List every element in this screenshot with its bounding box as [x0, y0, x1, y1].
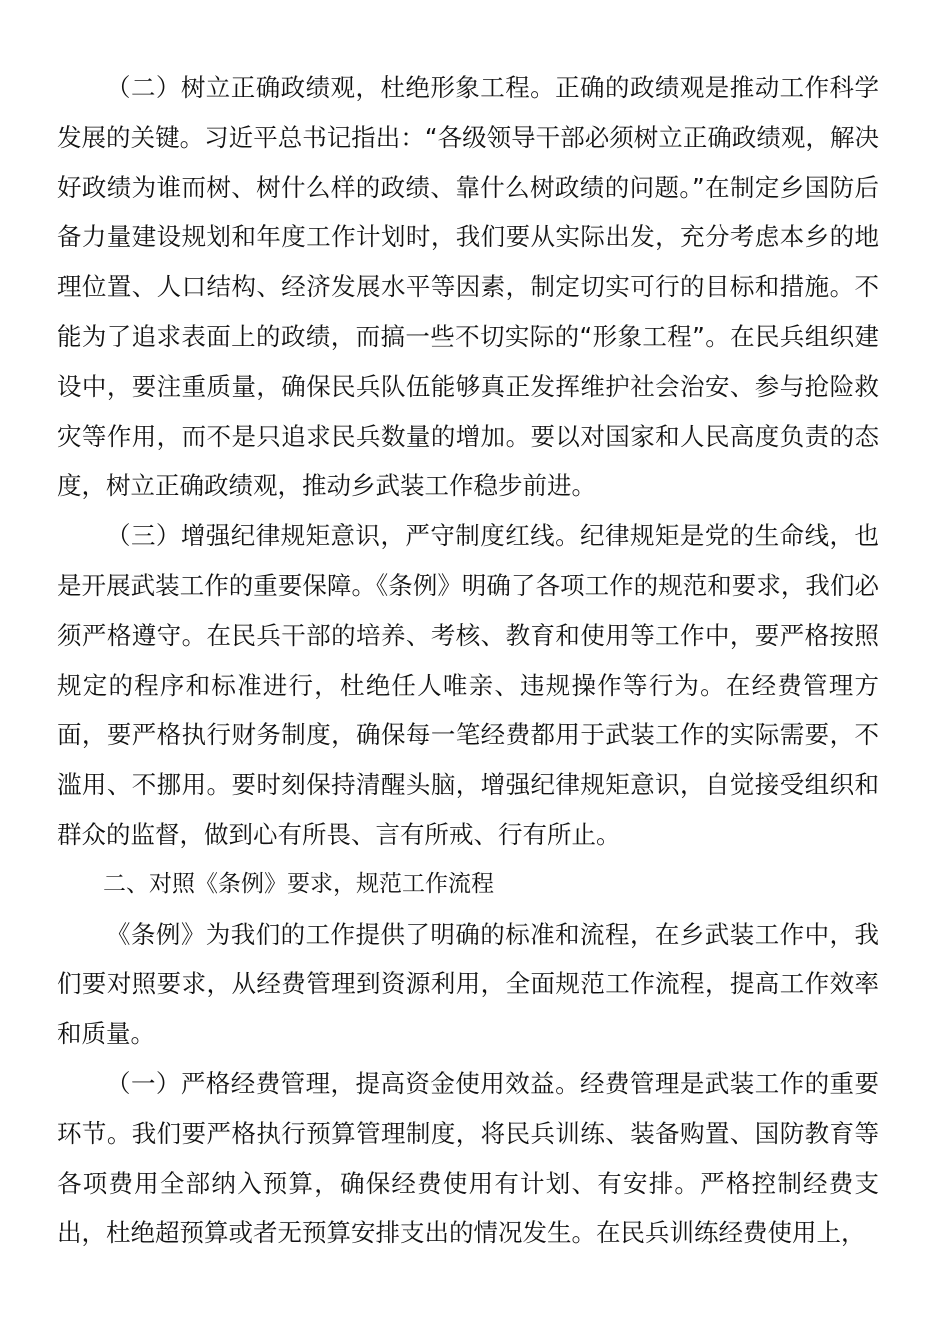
document-body — [57, 63, 879, 1258]
paragraph-fund-management: （一）严格经费管理，提高资金使用效益。经费管理是武装工作的重要环节。我们要严格执行预算管理制度，将民兵训练、装备购置、国防教育等各项费用全部纳入预算，确保经费使用有计划、有安排。严格控制经费支出，杜绝超预算或者无预算安排支出的情况发生。在民兵训练经费使用上， — [57, 1068, 879, 1248]
paragraph-discipline-awareness: （三）增强纪律规矩意识，严守制度红线。纪律规矩是党的生命线，也是开展武装工作的重要保障。《条例》明确了各项工作的规范和要求，我们必须严格遵守。在民兵干部的培养、考核、教育和使用等工作中，要严格按照规定的程序和标准进行，杜绝任人唯亲、违规操作等行为。在经费管理方面，要严格执行财务制度，确保每一笔经费都用于武装工作的实际需要，不滥用、不挪用。要时刻保持清醒头脑，增强纪律规矩意识，自觉接受组织和群众的监督，做到心有所畏、言有所戒、行有所止。 — [57, 521, 879, 849]
paragraph-regulation-intro: 《条例》为我们的工作提供了明确的标准和流程，在乡武装工作中，我们要对照要求，从经费管理到资源利用，全面规范工作流程，提高工作效率和质量。 — [57, 919, 879, 1049]
paragraph-establish-correct-view: （二）树立正确政绩观，杜绝形象工程。正确的政绩观是推动工作科学发展的关键。习近平总书记指出：“各级领导干部必须树立正确政绩观，解决好政绩为谁而树、树什么样的政绩、靠什么树政绩的问题。”在制定乡国防后备力量建设规划和年度工作计划时，我们要从实际出发，充分考虑本乡的地理位置、人口结构、经济发展水平等因素，制定切实可行的目标和措施。不能为了追求表面上的政绩，而搞一些不切实际的“形象工程”。在民兵组织建设中，要注重质量，确保民兵队伍能够真正发挥维护社会治安、参与抢险救灾等作用，而不是只追求民兵数量的增加。要以对国家和人民高度负责的态度，树立正确政绩观，推动乡武装工作稳步前进。 — [57, 73, 879, 501]
section-heading: 二、对照《条例》要求，规范工作流程 — [103, 870, 494, 897]
